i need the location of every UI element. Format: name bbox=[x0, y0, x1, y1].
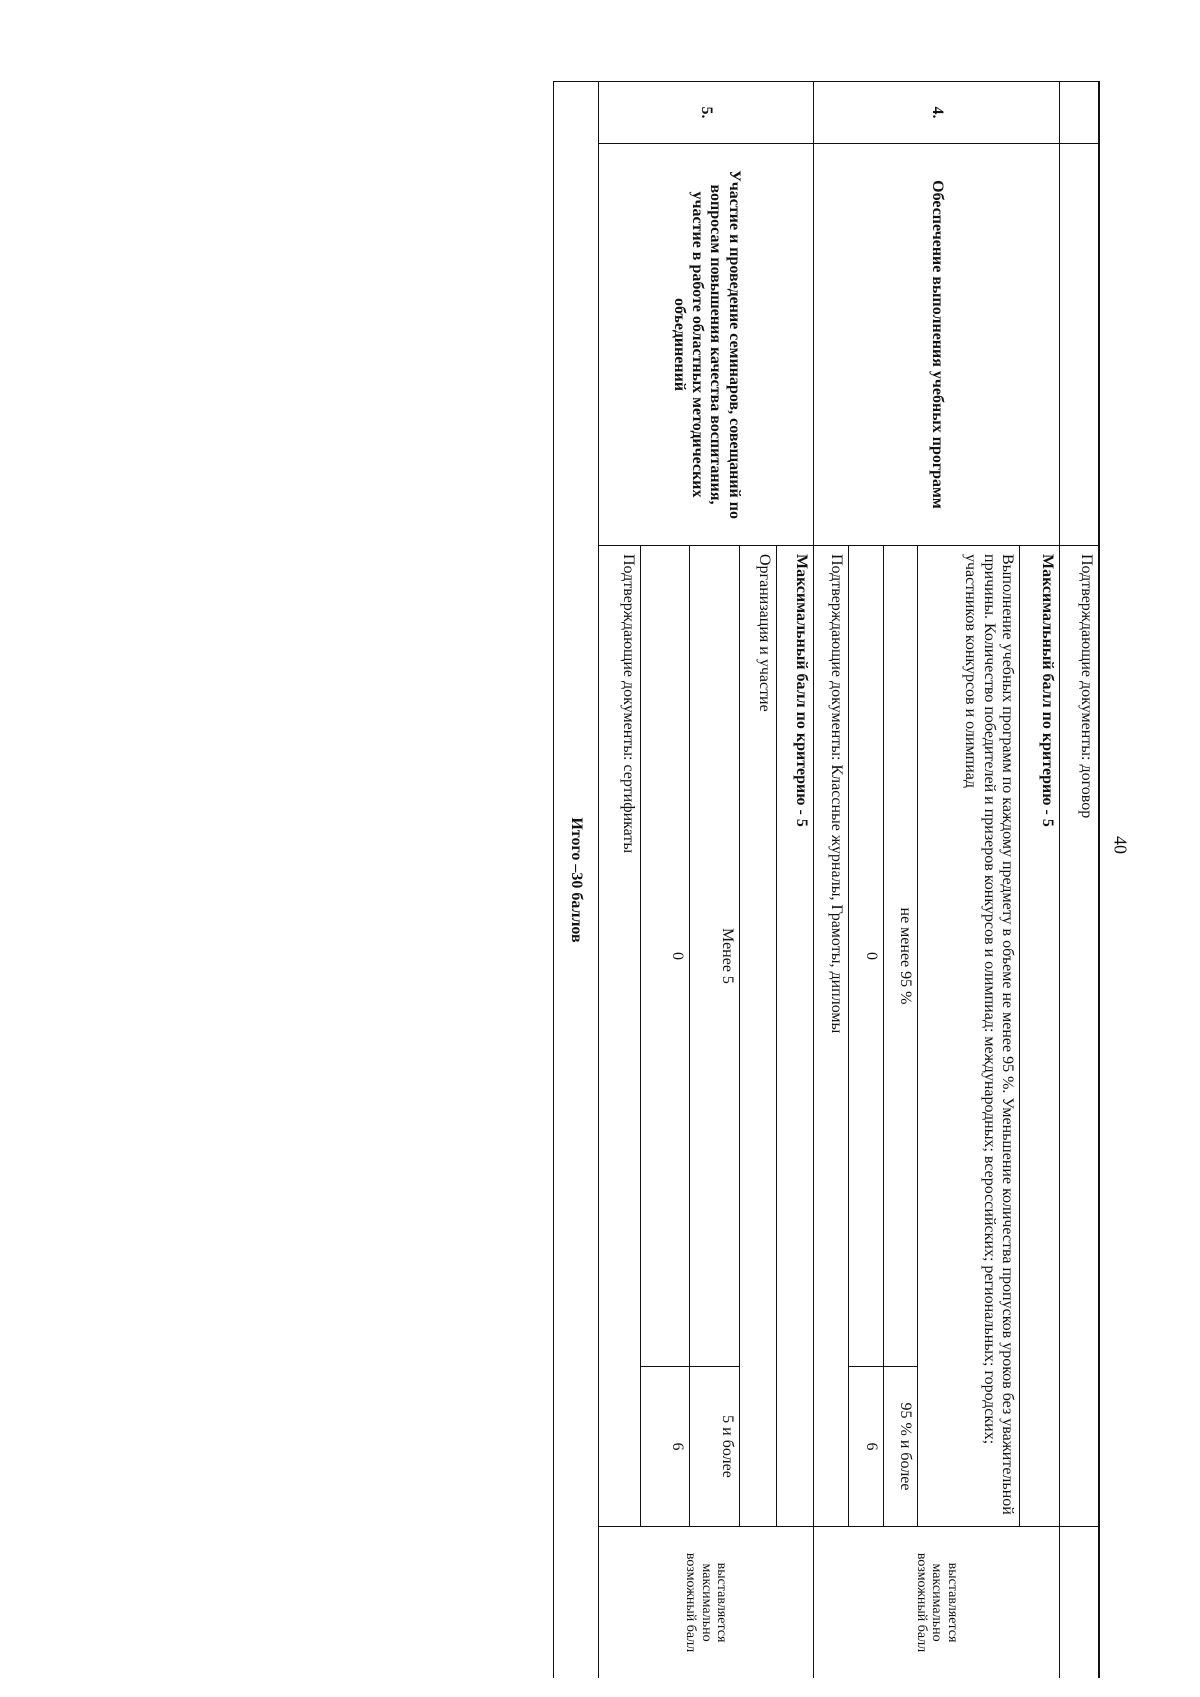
row4-note: выставляется максимально возможный балл bbox=[814, 1527, 1059, 1678]
page-number: 40 bbox=[1110, 836, 1131, 854]
row5-criterion: Участие и проведение семинаров, совещаний по вопросам повышения качества воспитания, участие в работе областных методических объединений bbox=[598, 144, 814, 546]
prev-row-note-cell bbox=[1059, 1527, 1099, 1678]
row5-max-score: Максимальный балл по критерию - 5 bbox=[777, 546, 814, 1527]
row5-score-low: 0 bbox=[640, 546, 690, 1367]
prev-row-docs: Подтверждающие документы: договор bbox=[1059, 546, 1099, 1527]
row5-level-high: 5 и более bbox=[690, 1367, 740, 1527]
row5-level-low: Менее 5 bbox=[690, 546, 740, 1367]
table-total: Итого –30 баллов bbox=[554, 82, 599, 1679]
prev-row-num-cell bbox=[1059, 82, 1099, 144]
row4-level-high: 95 % и более bbox=[883, 1367, 918, 1527]
row5-score-high: 6 bbox=[640, 1367, 690, 1527]
row4-score-high: 6 bbox=[849, 1367, 884, 1527]
row5-docs: Подтверждающие документы: сертификаты bbox=[598, 546, 640, 1527]
row4-level-low: не менее 95 % bbox=[883, 546, 918, 1367]
row4-description: Выполнение учебных программ по каждому предмету в объеме не менее 95 %. Уменьшение количества пропусков уроков без уважительной причины. Количество победителей и призеров конкурсов и олимпиад: международных; всероссийских; региональных; городских; участников конкурсов и олимпиад bbox=[918, 546, 1020, 1527]
row4-criterion: Обеспечение выполнения учебных программ bbox=[814, 144, 1059, 546]
criteria-table bbox=[553, 81, 1100, 1678]
row4-number: 4. bbox=[814, 82, 1059, 144]
row5-description: Организация и участие bbox=[740, 546, 777, 1527]
row5-number: 5. bbox=[598, 82, 814, 144]
row4-max-score: Максимальный балл по критерию - 5 bbox=[1020, 546, 1060, 1527]
row5-note: выставляется максимально возможный балл bbox=[598, 1527, 814, 1678]
row4-docs: Подтверждающие документы: Классные журналы, Грамоты, дипломы bbox=[814, 546, 849, 1527]
row4-score-low: 0 bbox=[849, 546, 884, 1367]
criteria-table-wrapper bbox=[553, 81, 1100, 1678]
prev-row-criterion-cell bbox=[1059, 144, 1099, 546]
